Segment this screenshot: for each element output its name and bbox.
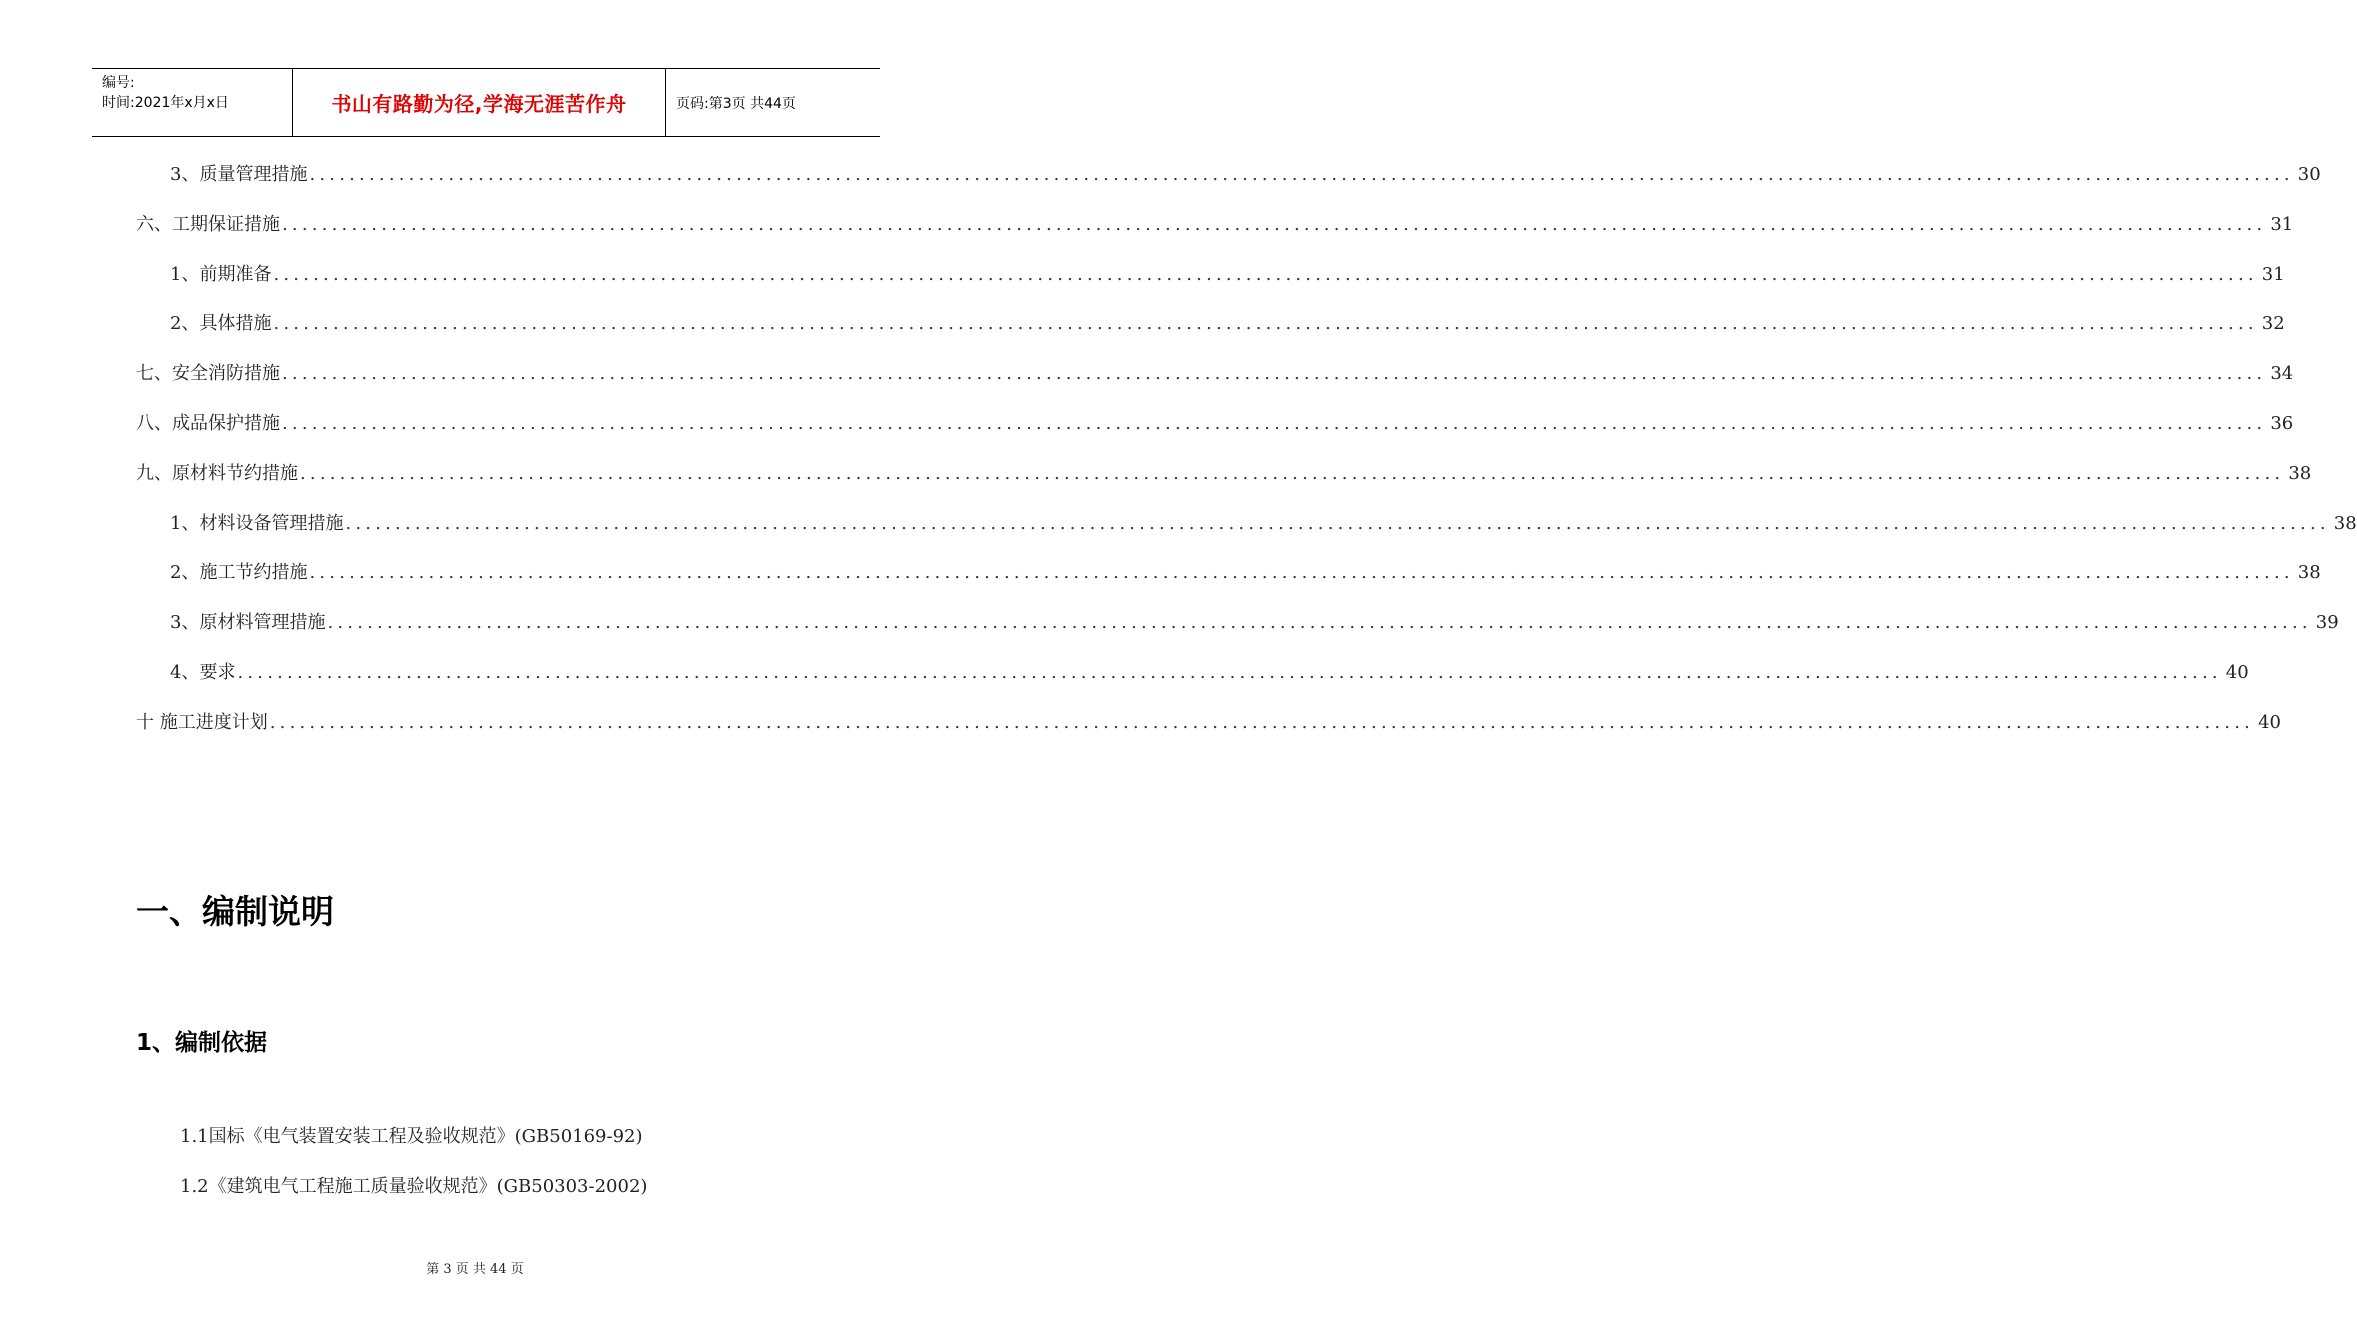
- toc-entry[interactable]: [0, 210, 2294, 240]
- toc-leader-dots: ........................................................................................................................................................................................................: [282, 213, 2267, 235]
- page-footer: 第 3 页 共 44 页: [426, 1262, 524, 1277]
- toc-entry-page: 31: [2261, 263, 2285, 285]
- page-header: [92, 68, 880, 137]
- toc-entry[interactable]: [0, 558, 2321, 588]
- toc-entry-label: 4、要求: [170, 662, 236, 683]
- toc-entry-page: 30: [2297, 164, 2321, 185]
- toc-entry-label: 2、具体措施: [170, 313, 272, 335]
- toc-entry[interactable]: [0, 608, 2339, 638]
- toc-entry-page: 38: [2288, 462, 2312, 484]
- toc-entry-label: 七、安全消防措施: [136, 363, 280, 385]
- toc-leader-dots: ........................................................................................................................................................................................................: [269, 711, 2255, 733]
- toc-leader-dots: ........................................................................................................................................................................................................: [345, 512, 2330, 534]
- section-heading: 一、编制说明: [136, 892, 334, 931]
- header-time-label: 时间:2021年x月x日: [102, 95, 229, 111]
- reference-item: 1.2《建筑电气工程施工质量验收规范》(GB50303-2002): [180, 1176, 648, 1197]
- header-info-cell: [92, 69, 293, 136]
- toc-entry-page: 32: [2261, 313, 2285, 335]
- toc-entry-page: 39: [2315, 612, 2339, 634]
- header-page-cell: [666, 69, 880, 136]
- toc-leader-dots: ........................................................................................................................................................................................................: [282, 413, 2267, 434]
- toc-entry-page: 40: [2225, 662, 2249, 683]
- toc-entry-page: 34: [2270, 363, 2294, 385]
- toc-leader-dots: ........................................................................................................................................................................................................: [309, 562, 2294, 584]
- toc-leader-dots: ........................................................................................................................................................................................................: [300, 462, 2285, 484]
- toc-entry-label: 六、工期保证措施: [136, 213, 280, 235]
- reference-item: 1.1国标《电气装置安装工程及验收规范》(GB50169-92): [180, 1126, 643, 1147]
- toc-entry[interactable]: [0, 359, 2294, 389]
- toc-entry[interactable]: [0, 459, 2312, 489]
- toc-leader-dots: ........................................................................................................................................................................................................: [273, 313, 2258, 335]
- header-page-info: 页码:第3页 共44页: [676, 95, 796, 112]
- toc-leader-dots: ........................................................................................................................................................................................................: [237, 662, 2222, 683]
- toc-entry-label: 九、原材料节约措施: [136, 462, 298, 484]
- toc-entry[interactable]: [0, 658, 2249, 688]
- toc-entry[interactable]: [0, 708, 2281, 738]
- toc-leader-dots: ........................................................................................................................................................................................................: [309, 164, 2294, 185]
- toc-entry[interactable]: [0, 309, 2285, 339]
- toc-entry[interactable]: [0, 409, 2294, 439]
- toc-entry-label: 1、前期准备: [170, 263, 272, 285]
- header-motto-cell: [293, 69, 666, 136]
- toc-entry-page: 36: [2270, 413, 2294, 434]
- toc-entry[interactable]: [0, 509, 2357, 539]
- toc-leader-dots: ........................................................................................................................................................................................................: [327, 612, 2312, 634]
- toc-entry-page: 38: [2297, 562, 2321, 584]
- toc-entry-label: 3、原材料管理措施: [170, 612, 326, 634]
- toc-leader-dots: ........................................................................................................................................................................................................: [273, 263, 2258, 285]
- toc-entry-page: 38: [2333, 512, 2357, 534]
- header-number-label: 编号:: [102, 75, 135, 91]
- toc-entry[interactable]: [0, 160, 2321, 190]
- section-subheading: 1、编制依据: [136, 1030, 268, 1056]
- toc-leader-dots: ........................................................................................................................................................................................................: [282, 363, 2267, 385]
- toc-entry-page: 31: [2270, 213, 2294, 235]
- toc-entry-label: 八、成品保护措施: [136, 413, 280, 434]
- toc-entry-label: 1、材料设备管理措施: [170, 512, 344, 534]
- toc-entry-label: 3、质量管理措施: [170, 164, 308, 185]
- header-motto: 书山有路勤为径,学海无涯苦作舟: [331, 92, 627, 116]
- toc-entry-label: 十 施工进度计划: [136, 711, 268, 733]
- toc-entry[interactable]: [0, 260, 2285, 290]
- toc-entry-label: 2、施工节约措施: [170, 562, 308, 584]
- toc-entry-page: 40: [2258, 711, 2281, 733]
